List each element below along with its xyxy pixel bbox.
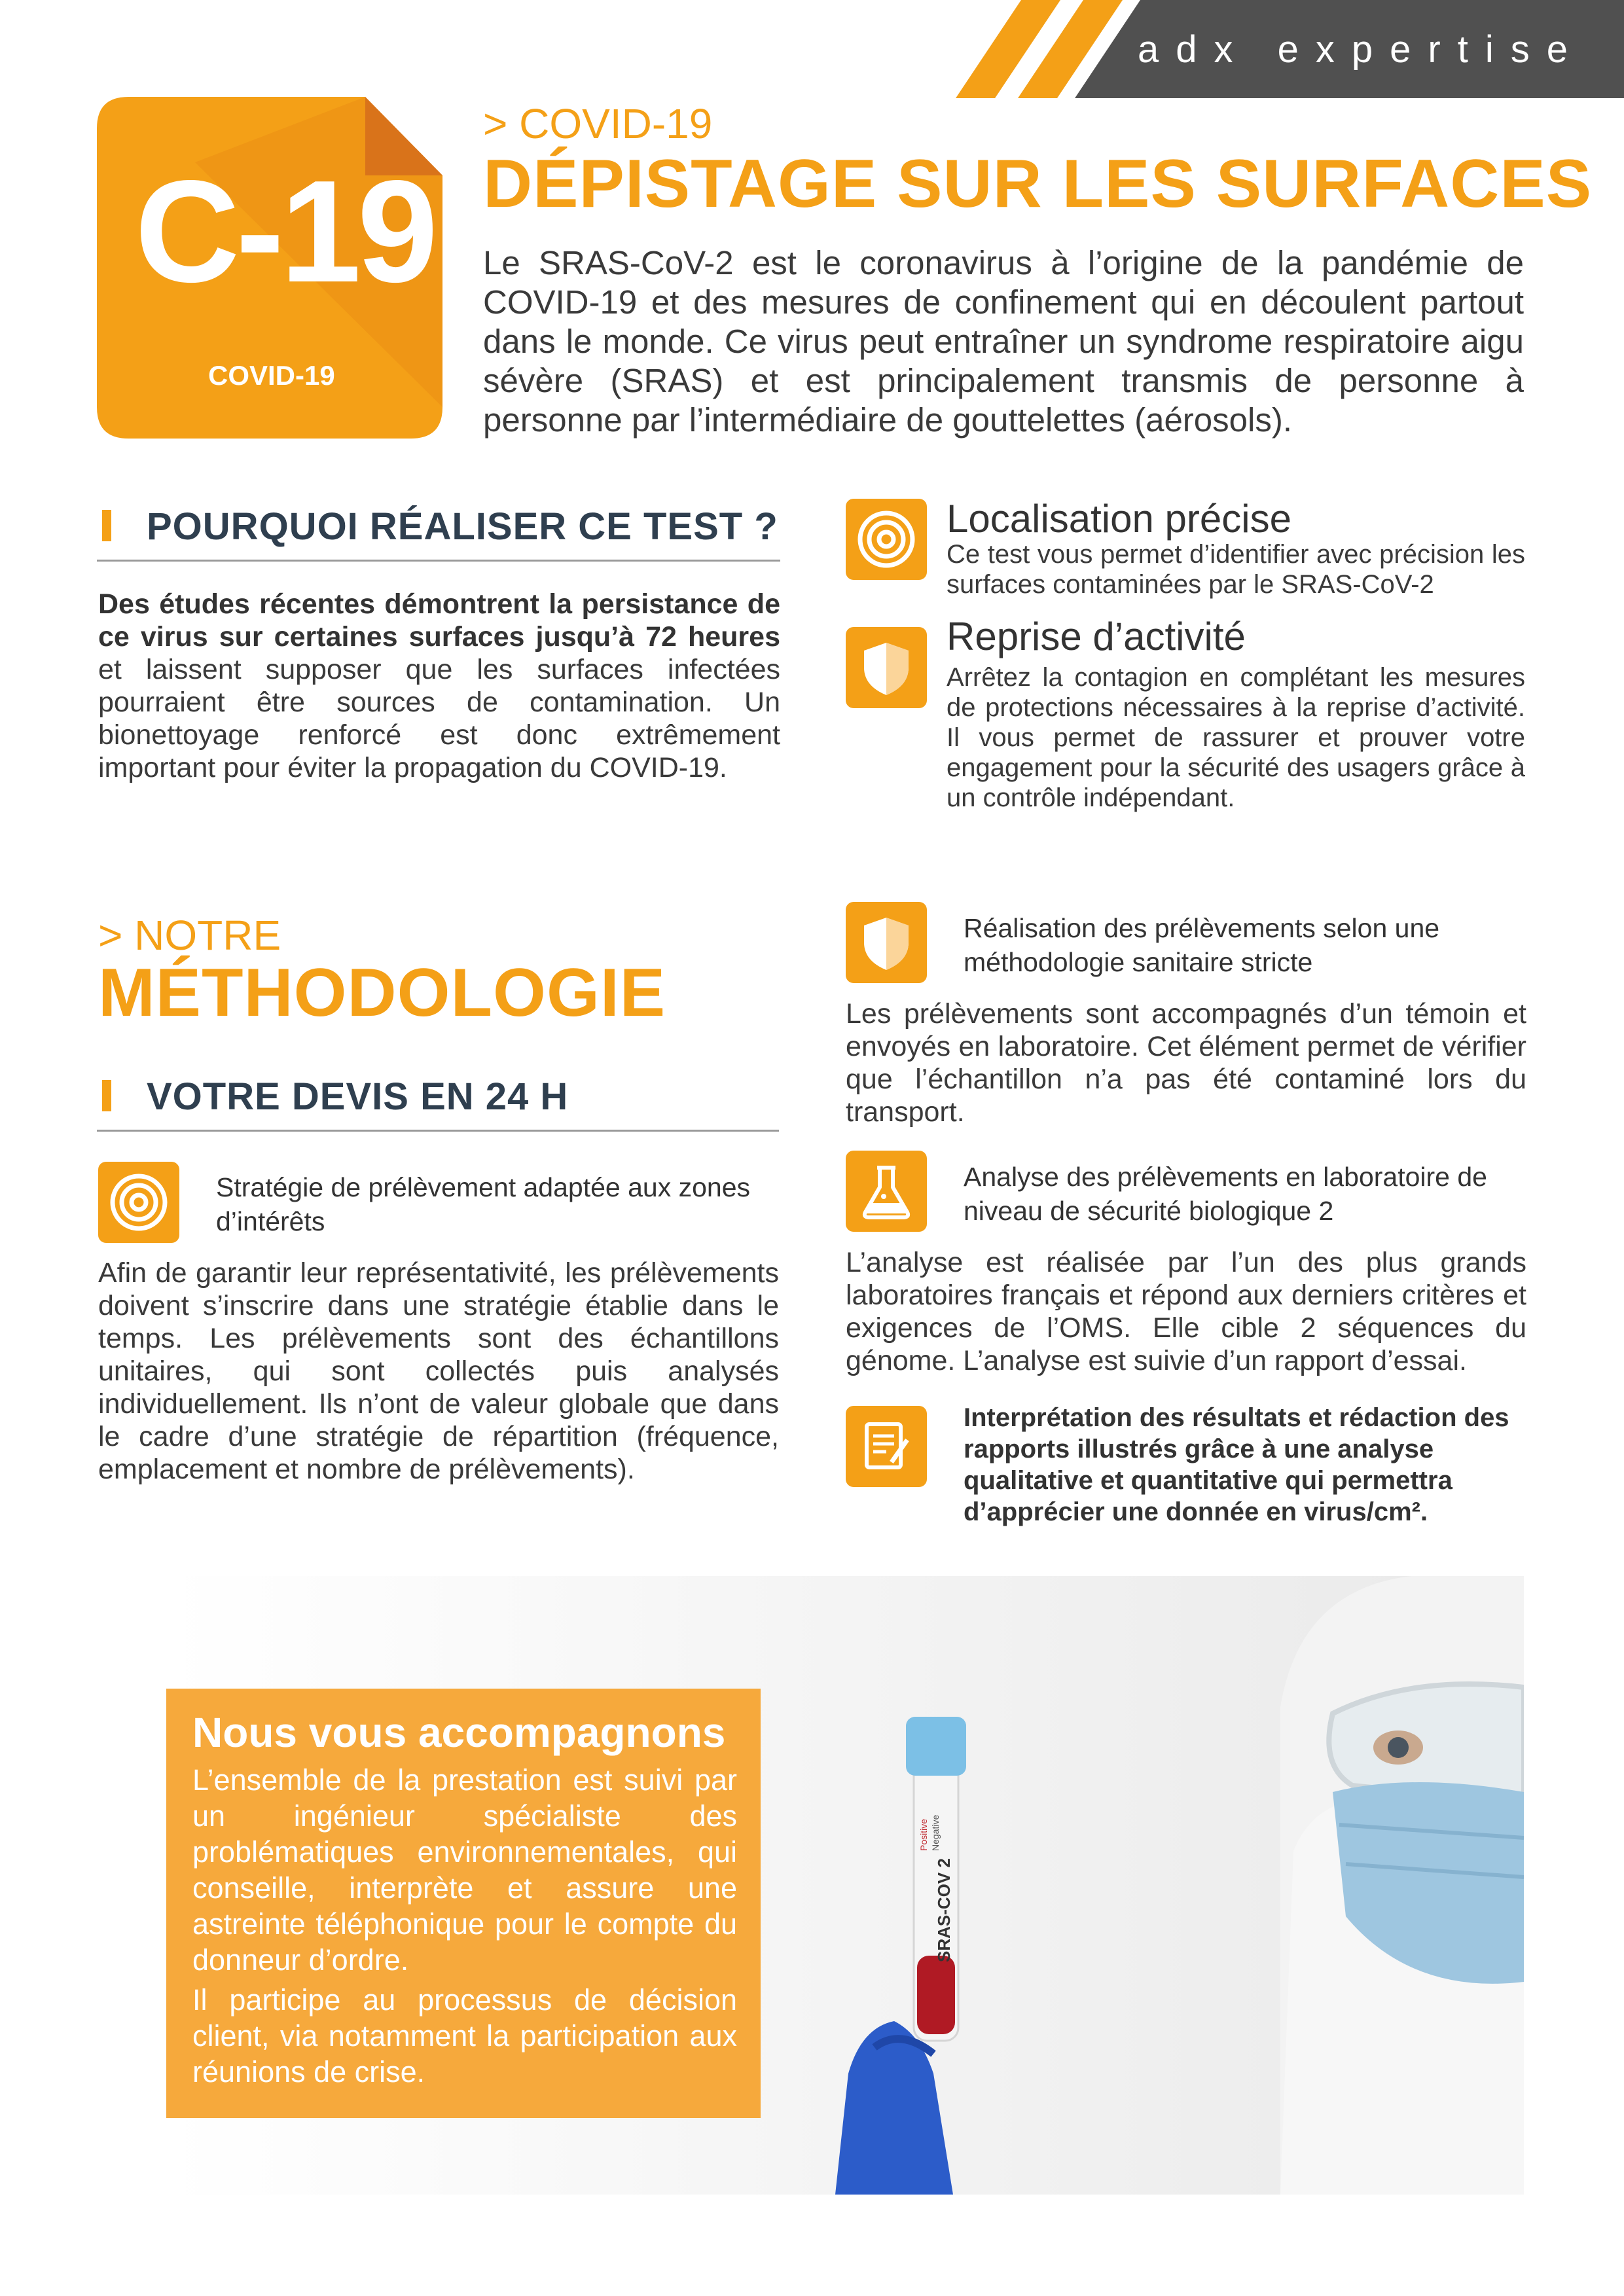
step-target-icon: [98, 1162, 179, 1243]
support-paragraph-1: L’ensemble de la prestation est suivi par un ingénieur spécialiste des problématiques environnementales, qui conseille, interprète et assure une astreinte téléphonique pour le compte du donneur d’ordre.: [192, 1763, 737, 1977]
brand-name: adx expertise: [1138, 28, 1585, 71]
step1-title: Stratégie de prélèvement adaptée aux zones d’intérêts: [216, 1172, 750, 1236]
feature-title-reprise: Reprise d’activité: [947, 615, 1246, 658]
target-icon: [846, 499, 927, 580]
target-icon: [98, 1162, 179, 1243]
feature-shield-icon: [846, 627, 927, 708]
feature-text-localisation: Ce test vous permet d’identifier avec précision les surfaces contaminées par le SRAS-CoV-2: [947, 540, 1525, 599]
shield-icon: [846, 902, 927, 983]
step1-text: Afin de garantir leur représentativité, les prélèvements doivent s’inscrire dans une stratégie établie dans le temps. Les prélèvements sont des échantillons unitaires, qui sont collectés puis analysés individuellement. Ils n’ont de valeur globale que dans le cadre d’une stratégie de répartition (fréquence, emplacement et nombre de prélèvements).: [98, 1257, 779, 1485]
hero-title: DÉPISTAGE SUR LES SURFACES: [483, 146, 1593, 222]
report-icon: [846, 1406, 927, 1487]
covid-badge: [97, 97, 442, 439]
why-rest-text: et laissent supposer que les surfaces infectées pourraient être sources de contamination. Un bionettoyage renforcé est donc extrêmement important pour éviter la propagation du COVID-19.: [98, 654, 780, 783]
support-box: [166, 1689, 761, 2118]
method-title: MÉTHODOLOGIE: [98, 955, 666, 1031]
why-heading-text: POURQUOI RÉALISER CE TEST ?: [147, 505, 778, 548]
badge-small-text: COVID-19: [208, 360, 335, 391]
hero-kicker: > COVID-19: [483, 100, 713, 147]
heading-accent-bar: [102, 510, 111, 541]
step2-text: Les prélèvements sont accompagnés d’un témoin et envoyés en laboratoire. Cet élément permet de vérifier que l’échantillon n’a pas été contaminé lors du transport.: [846, 998, 1526, 1128]
why-heading: [97, 501, 780, 562]
tube-label: SRAS-COV 2: [934, 1858, 954, 1962]
feature-target-icon: [846, 499, 927, 580]
why-paragraph: [98, 588, 780, 784]
method-kicker: > NOTRE: [98, 912, 281, 959]
feature-text-reprise: Arrêtez la contagion en complétant les mesures de protections nécessaires à la reprise d’activité. Il vous permet de rassurer et prouver votre engagement pour la sécurité des usagers grâce à un contrôle indépendant.: [947, 663, 1525, 812]
support-title: Nous vous accompagnons: [192, 1709, 726, 1756]
step3-title: Analyse des prélèvements en laboratoire de niveau de sécurité biologique 2: [964, 1162, 1487, 1226]
hero-intro: Le SRAS-CoV-2 est le coronavirus à l’origine de la pandémie de COVID-19 et des mesures de confinement qui en découlent partout dans le monde. Ce virus peut entraîner un syndrome respiratoire aigu sévère (SRAS) et est principalement transmis de personne à personne par l’intermédiaire de gouttelettes (aérosols).: [483, 244, 1524, 439]
devis-heading: [97, 1071, 779, 1132]
step-flask-icon: [846, 1151, 927, 1232]
heading-accent-bar: [102, 1080, 111, 1111]
flask-icon: [846, 1151, 927, 1232]
devis-heading-text: VOTRE DEVIS EN 24 H: [147, 1075, 569, 1118]
badge-big-text: C-19: [135, 151, 435, 313]
step3-text: L’analyse est réalisée par l’un des plus grands laboratoires français et répond aux derniers critères et exigences de l’OMS. Elle cible 2 séquences du génome. L’analyse est suivie d’un rapport d’essai.: [846, 1247, 1526, 1376]
why-bold-text: Des études récentes démontrent la persistance de ce virus sur certaines surfaces jusqu’à 72 heures: [98, 588, 780, 653]
step-shield-icon: [846, 902, 927, 983]
support-paragraph-2: Il participe au processus de décision client, via notamment la participation aux réunions de crise.: [192, 1983, 737, 2089]
step-report-icon: [846, 1406, 927, 1487]
shield-icon: [846, 627, 927, 708]
feature-title-localisation: Localisation précise: [947, 497, 1291, 541]
tube-negative: Negative: [930, 1814, 941, 1851]
step4-title: Interprétation des résultats et rédaction des rapports illustrés grâce à une analyse qualitative et quantitative qui permettra d’apprécier une donnée en virus/cm².: [964, 1403, 1509, 1526]
tube-positive: Positive: [918, 1818, 929, 1851]
step2-title: Réalisation des prélèvements selon une méthodologie sanitaire stricte: [964, 913, 1440, 977]
